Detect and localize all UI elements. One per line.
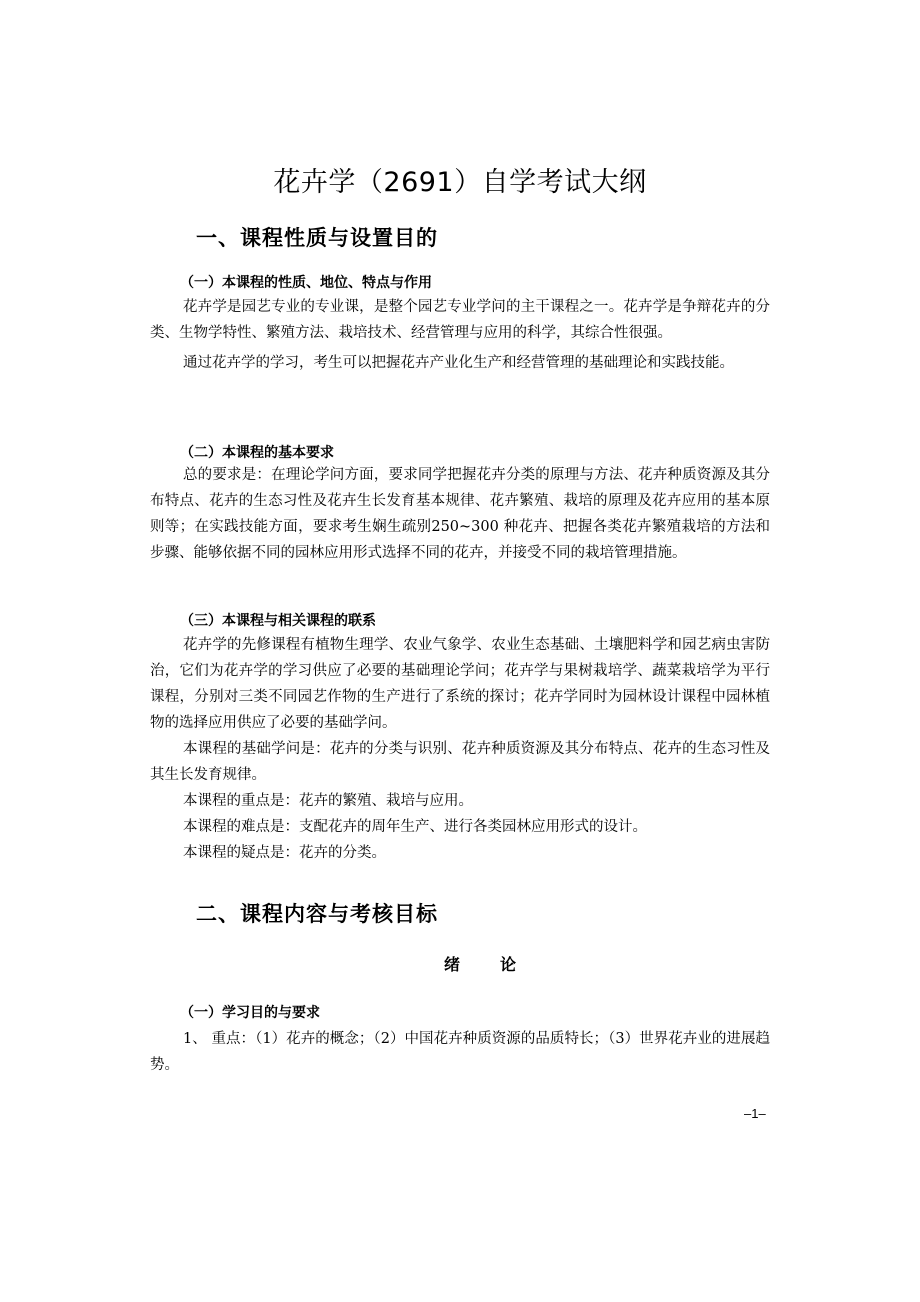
paragraph: 本课程的难点是：支配花卉的周年生产、进行各类园林应用形式的设计。: [183, 819, 647, 835]
paragraph: 花卉学的先修课程有植物生理学、农业气象学、农业生态基础、土壤肥料学和园艺病虫害防治，它们为花卉学的学习供应了必要的基础理论学问；花卉学与果树栽培学、蔬菜栽培学为平行课程，分别对三类不同园艺作物的生产进行了系统的探讨；花卉学同时为园林设计课程中园林植物的选择应用供应了必要的基础学问。: [150, 637, 770, 731]
section-1-sub-3-heading: （三）本课程与相关课程的联系: [180, 613, 376, 629]
section-1-sub-2-heading: （二）本课程的基本要求: [180, 445, 334, 461]
page-number: –1–: [744, 1106, 766, 1121]
section-1-sub-3-body: [150, 632, 770, 866]
paragraph: 1、 重点：（1）花卉的概念；（2）中国花卉种质资源的品质特长；（3）世界花卉业的进展趋势。: [150, 1031, 770, 1073]
section-2-sub-1-body: [150, 1026, 770, 1078]
section-1-heading: 一、课程性质与设置目的: [196, 226, 438, 250]
section-1-sub-1-body: [150, 294, 770, 376]
paragraph: 总的要求是：在理论学问方面，要求同学把握花卉分类的原理与方法、花卉种质资源及其分布特点、花卉的生态习性及花卉生长发育基本规律、花卉繁殖、栽培的原理及花卉应用的基本原则等；在实践技能方面，要求考生娴生疏别250~300 种花卉、把握各类花卉繁殖栽培的方法和步骤、能够依据不同的园林应用形式选择不同的花卉，并接受不同的栽培管理措施。: [150, 467, 770, 561]
paragraph: 本课程的基础学问是：花卉的分类与识别、花卉种质资源及其分布特点、花卉的生态习性及其生长发育规律。: [150, 741, 770, 783]
section-2-heading: 二、课程内容与考核目标: [196, 902, 438, 926]
chapter-heading: 绪论: [443, 955, 556, 974]
paragraph: 本课程的疑点是：花卉的分类。: [183, 845, 386, 861]
section-2-sub-1-heading: （一）学习目的与要求: [180, 1005, 320, 1021]
paragraph: 本课程的重点是：花卉的繁殖、栽培与应用。: [183, 793, 473, 809]
paragraph: 通过花卉学的学习，考生可以把握花卉产业化生产和经营管理的基础理论和实践技能。: [183, 355, 734, 371]
paragraph: 花卉学是园艺专业的专业课，是整个园艺专业学问的主干课程之一。花卉学是争辩花卉的分类、生物学特性、繁殖方法、栽培技术、经营管理与应用的科学，其综合性很强。: [150, 299, 770, 341]
section-1-sub-1-heading: （一）本课程的性质、地位、特点与作用: [180, 275, 432, 291]
document-title: 花卉学（2691）自学考试大纲: [273, 167, 647, 198]
section-1-sub-2-body: [150, 462, 770, 566]
